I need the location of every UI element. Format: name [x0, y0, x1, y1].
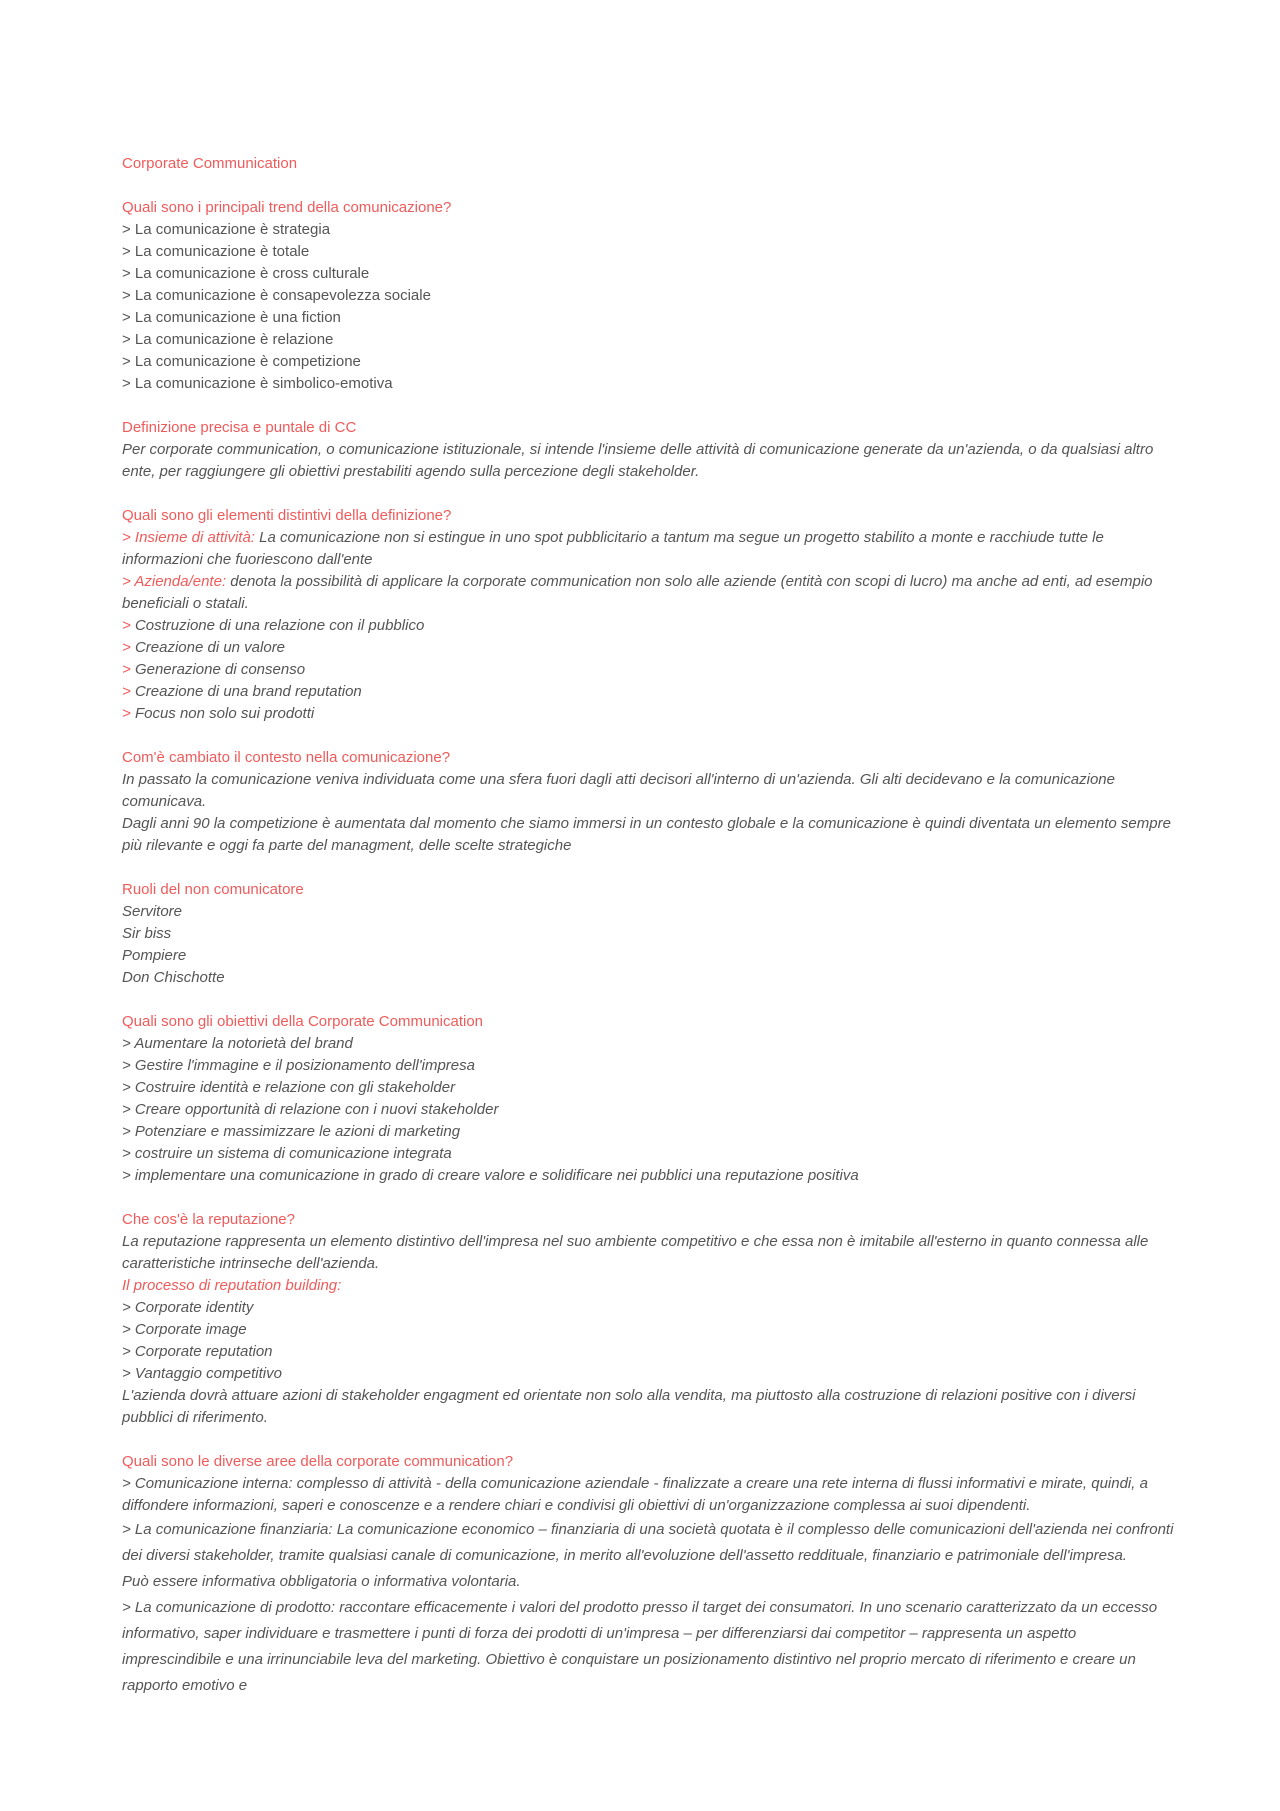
- list-item: Servitore: [122, 903, 183, 920]
- bullet-marker: >: [122, 661, 131, 678]
- list-item: [122, 615, 1174, 637]
- section-heading-definizione: Definizione precisa e puntale di CC: [122, 419, 357, 436]
- definition-paragraph: Per corporate communication, o comunicazione istituzionale, si intende l'insieme delle attività di comunicazione generate da un'azienda, o da qualsiasi altro ente, per raggiungere gli obiettivi prestabiliti agendo sulla percezione degli stakeholder.: [122, 441, 1154, 480]
- list-item-text: Costruzione di una relazione con il pubblico: [134, 617, 425, 634]
- list-item: > Corporate image: [122, 1321, 247, 1338]
- document-title: Corporate Communication: [122, 155, 298, 172]
- list-item: > La comunicazione è relazione: [122, 331, 334, 348]
- element-insieme: [122, 527, 1174, 571]
- section-heading-ruoli: Ruoli del non comunicatore: [122, 881, 304, 898]
- paragraph: In passato la comunicazione veniva individuata come una sfera fuori dagli atti decisori all'interno di un'azienda. Gli alti decidevano e la comunicazione comunicava.: [122, 771, 1115, 810]
- element-label: > Azienda/ente:: [122, 573, 227, 590]
- section-heading-reputazione: Che cos'è la reputazione?: [122, 1211, 295, 1228]
- list-item: > Corporate identity: [122, 1299, 254, 1316]
- bullet-marker: >: [122, 617, 131, 634]
- bullet-marker: >: [122, 639, 131, 656]
- list-item: Don Chischotte: [122, 969, 225, 986]
- subheading: Il processo di reputation building:: [122, 1277, 342, 1294]
- list-item: > Corporate reputation: [122, 1343, 273, 1360]
- element-text: La comunicazione non si estingue in uno spot pubblicitario a tantum ma segue un progetto stabilito a monte e racchiude tutte le informazioni che fuoriescono dall'ente: [122, 529, 1104, 568]
- list-item: [122, 637, 1174, 659]
- paragraph: L'azienda dovrà attuare azioni di stakeholder engagment ed orientate non solo alla vendita, ma piuttosto alla costruzione di relazioni positive con i diversi pubblici di riferimento.: [122, 1387, 1136, 1426]
- list-item: > La comunicazione è strategia: [122, 221, 331, 238]
- list-item: > Costruire identità e relazione con gli stakeholder: [122, 1079, 456, 1096]
- list-item: [122, 681, 1174, 703]
- section-heading-trend: Quali sono i principali trend della comunicazione?: [122, 199, 452, 216]
- list-item: [122, 659, 1174, 681]
- list-item: Pompiere: [122, 947, 187, 964]
- list-item: > La comunicazione è consapevolezza sociale: [122, 287, 431, 304]
- section-heading-aree: Quali sono le diverse aree della corporate communication?: [122, 1453, 514, 1470]
- paragraph: > La comunicazione di prodotto: raccontare efficacemente i valori del prodotto presso il target dei consumatori. In uno scenario caratterizzato da un eccesso informativo, saper individuare e trasmettere i punti di forza dei prodotti di un'impresa – per differenziarsi dai competitor – rappresenta un aspetto imprescindibile e una irrinunciabile leva del marketing. Obiettivo è conquistare un posizionamento distintivo nel proprio mercato di riferimento e creare un rapporto emotivo e: [122, 1599, 1158, 1694]
- list-item: > Aumentare la notorietà del brand: [122, 1035, 353, 1052]
- bullet-marker: >: [122, 705, 131, 722]
- element-azienda: [122, 571, 1174, 615]
- list-item: Sir biss: [122, 925, 172, 942]
- list-item-text: Generazione di consenso: [134, 661, 306, 678]
- list-item-text: Focus non solo sui prodotti: [134, 705, 315, 722]
- list-item-text: Creazione di una brand reputation: [134, 683, 362, 700]
- paragraph: Può essere informativa obbligatoria o informativa volontaria.: [122, 1573, 521, 1590]
- list-item-text: Creazione di un valore: [134, 639, 286, 656]
- list-item: > implementare una comunicazione in grado di creare valore e solidificare nei pubblici una reputazione positiva: [122, 1167, 859, 1184]
- list-item: > Creare opportunità di relazione con i nuovi stakeholder: [122, 1101, 499, 1118]
- list-item: > La comunicazione è cross culturale: [122, 265, 370, 282]
- list-item: [122, 703, 1174, 725]
- list-item: > La comunicazione è una fiction: [122, 309, 341, 326]
- paragraph: > La comunicazione finanziaria: La comunicazione economico – finanziaria di una società quotata è il complesso delle comunicazioni dell'azienda nei confronti dei diversi stakeholder, tramite qualsiasi canale di comunicazione, in merito all'evoluzione dell'assetto reddituale, finanziario e patrimoniale dell'impresa.: [122, 1521, 1174, 1564]
- list-item: > Potenziare e massimizzare le azioni di marketing: [122, 1123, 461, 1140]
- paragraph: La reputazione rappresenta un elemento distintivo dell'impresa nel suo ambiente competitivo e che essa non è imitabile all'esterno in quanto connessa alle caratteristiche intrinseche dell'azienda.: [122, 1233, 1149, 1272]
- list-item: > costruire un sistema di comunicazione integrata: [122, 1145, 452, 1162]
- list-item: > La comunicazione è totale: [122, 243, 310, 260]
- section-heading-elementi: Quali sono gli elementi distintivi della definizione?: [122, 507, 452, 524]
- bullet-marker: >: [122, 683, 131, 700]
- list-item: > Vantaggio competitivo: [122, 1365, 282, 1382]
- element-label: > Insieme di attività:: [122, 529, 255, 546]
- paragraph: Dagli anni 90 la competizione è aumentata dal momento che siamo immersi in un contesto globale e la comunicazione è quindi diventata un elemento sempre più rilevante e oggi fa parte del managment, delle scelte strategiche: [122, 815, 1171, 854]
- section-heading-contesto: Com'è cambiato il contesto nella comunicazione?: [122, 749, 451, 766]
- paragraph: > Comunicazione interna: complesso di attività - della comunicazione aziendale - finalizzate a creare una rete interna di flussi informativi e mirate, quindi, a diffondere informazioni, saperi e conoscenze e a rendere chiari e condivisi gli obiettivi di un'organizzazione complessa ai suoi dipendenti.: [122, 1475, 1148, 1514]
- element-text: denota la possibilità di applicare la corporate communication non solo alle aziende (entità con scopi di lucro) ma anche ad enti, ad esempio beneficiali o statali.: [122, 573, 1153, 612]
- list-item: > La comunicazione è simbolico-emotiva: [122, 375, 393, 392]
- document-page: [122, 153, 1174, 1699]
- list-item: > La comunicazione è competizione: [122, 353, 361, 370]
- list-item: > Gestire l'immagine e il posizionamento dell'impresa: [122, 1057, 475, 1074]
- section-heading-obiettivi: Quali sono gli obiettivi della Corporate Communication: [122, 1013, 484, 1030]
